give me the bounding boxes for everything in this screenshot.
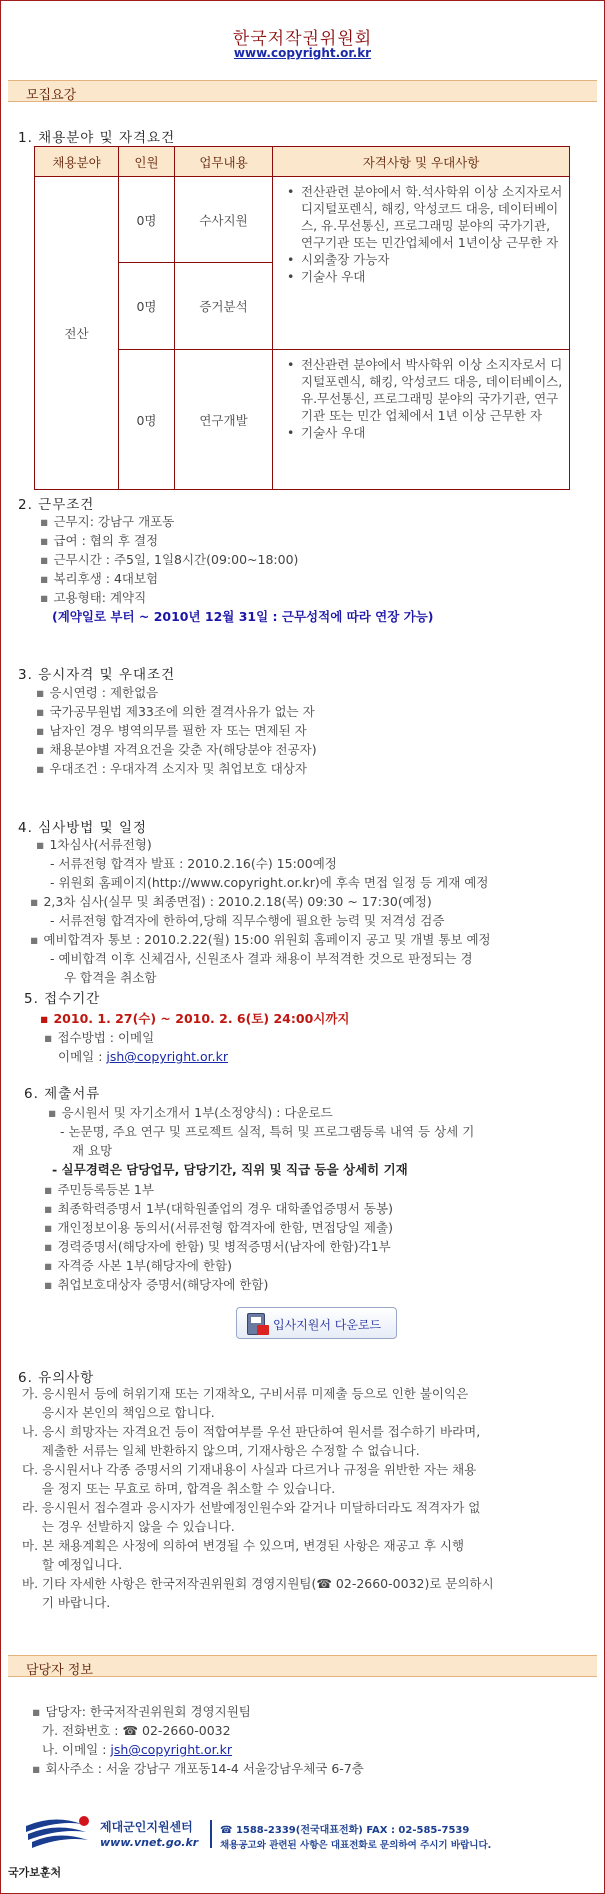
list-item: • 전산관련 분야에서 박사학위 이상 소지자로서 디지털포렌식, 해킹, 악성코드 대응, 데이터베이스, 유.무선통신, 프로그래밍 분야의 국가기관, 연구기관 또는 민간 업체에서 1년 이상 근무한 자 — [287, 356, 563, 424]
recruit-section-bar — [8, 80, 597, 102]
list-item: • 전산관련 분야에서 학.석사학위 이상 소지자로서 디지털포렌식, 해킹, 악성코드 대응, 데이터베이스, 유.무선통신, 프로그래밍 분야의 국가기관, 연구기관 또는 민간업체에서 1년이상 근무한 자 — [287, 183, 563, 251]
receipt-period: ▪ 2010. 1. 27(수) ~ 2010. 2. 6(토) 24:00시까지 — [40, 1009, 350, 1027]
download-arrow-icon — [257, 1325, 269, 1335]
cell-qualification — [273, 350, 570, 490]
veterans-logo-icon — [24, 1812, 98, 1848]
org-name: 국가보훈처 — [8, 1866, 62, 1879]
list-item: ▪ 개인정보이용 동의서(서류전형 합격자에 한함, 면접당일 제출) — [44, 1218, 393, 1236]
list-item: 바. 기타 자세한 사항은 한국저작권위원회 경영지원팀(☎ 02-2660-0032)로 문의하시 — [22, 1576, 494, 1591]
contact-email-label: 나. 이메일 : — [42, 1742, 111, 1757]
list-item: 응시자 본인의 책임으로 합니다. — [22, 1405, 215, 1420]
list-item: ▪ 근무지: 강남구 개포동 — [40, 512, 174, 530]
th-task: 업무내용 — [175, 147, 273, 177]
list-item: 제출한 서류는 일체 반환하지 않으며, 기재사항은 수정할 수 없습니다. — [22, 1443, 420, 1458]
cell-count: 0명 — [119, 263, 175, 350]
list-item: ▪ 경력증명서(해당자에 한함) 및 병적증명서(남자에 한함)각1부 — [44, 1237, 391, 1255]
list-item: ▪ 우대조건 : 우대자격 소지자 및 취업보호 대상자 — [36, 759, 307, 777]
list-item: ▪ 응시원서 및 자기소개서 1부(소정양식) : 다운로드 — [48, 1103, 333, 1121]
list-item: ▪ 1차심사(서류전형) — [36, 835, 152, 853]
list-item: - 논문명, 주요 연구 및 프로젝트 실적, 특허 및 프로그램등록 내역 등 상세 기 — [60, 1124, 475, 1139]
contact-email-link[interactable]: jsh@copyright.or.kr — [110, 1742, 233, 1757]
receipt-method: ▪ 접수방법 : 이메일 — [44, 1028, 154, 1046]
sec3-heading: 3. 응시자격 및 우대조건 — [18, 667, 176, 683]
email-label: 이메일 : — [58, 1049, 107, 1064]
contact-section-title: 담당자 정보 — [26, 1663, 93, 1678]
list-item: 기 바랍니다. — [22, 1595, 111, 1610]
sec1-heading: 1. 채용분야 및 자격요건 — [18, 130, 176, 146]
cell-qualification — [273, 177, 570, 350]
list-item: ▪ 복리후생 : 4대보험 — [40, 569, 158, 587]
contact-address: ▪ 회사주소 : 서울 강남구 개포동14-4 서울강남우체국 6-7층 — [32, 1759, 364, 1777]
download-button-label: 입사지원서 다운로드 — [273, 1318, 382, 1332]
footer-phone-fax: ☎ 1588-2339(전국대표전화) FAX : 02-585-7539 — [220, 1825, 470, 1836]
list-item: 다. 응시원서나 각종 증명서의 기재내용이 사실과 다르거나 규정을 위반한 자는 채용 — [22, 1462, 477, 1477]
th-qualification: 자격사항 및 우대사항 — [273, 147, 570, 177]
list-item: • 기술사 우대 — [287, 268, 563, 285]
list-item: ▪ 취업보호대상자 증명서(해당자에 한함) — [44, 1275, 268, 1293]
list-item: - 예비합격 이후 신체검사, 신원조사 결과 채용이 부적격한 것으로 판정되는 경 — [50, 951, 473, 966]
list-item: ▪ 최종학력증명서 1부(대학원졸업의 경우 대학졸업증명서 동봉) — [44, 1199, 393, 1217]
list-item: • 시외출장 가능자 — [287, 251, 563, 268]
cell-task: 수사지원 — [175, 177, 273, 263]
list-item: ▪ 자격증 사본 1부(해당자에 한함) — [44, 1256, 232, 1274]
sec2-heading: 2. 근무조건 — [18, 497, 95, 513]
th-field: 채용분야 — [35, 147, 119, 177]
list-item: 나. 응시 희망자는 자격요건 등이 적합여부를 우선 판단하여 원서를 접수하기 바라며, — [22, 1424, 481, 1439]
cell-count: 0명 — [119, 350, 175, 490]
th-count: 인원 — [119, 147, 175, 177]
sec4-heading: 4. 심사방법 및 일정 — [18, 820, 148, 836]
cell-field: 전산 — [35, 177, 119, 490]
list-item: 우 합격을 취소함 — [64, 970, 157, 985]
list-item: 라. 응시원서 접수결과 응시자가 선발예정인원수와 같거나 미달하더라도 적격자가 없 — [22, 1500, 481, 1515]
footer-notice: 채용공고와 관련된 사항은 대표전화로 문의하여 주시기 바랍니다. — [220, 1840, 492, 1851]
site-url-link[interactable]: www.copyright.or.kr — [233, 46, 372, 60]
table-header-row — [35, 147, 570, 177]
list-item: ▪ 채용분야별 자격요건을 갖춘 자(해당분야 전공자) — [36, 740, 317, 758]
footer-divider — [210, 1820, 212, 1848]
cell-task: 증거분석 — [175, 263, 273, 350]
sec5-heading: 5. 접수기간 — [24, 991, 101, 1007]
list-item: • 기술사 우대 — [287, 424, 563, 441]
list-item: - 실무경력은 담당업무, 담당기간, 직위 및 직급 등을 상세히 기재 — [52, 1162, 408, 1177]
contact-phone: 가. 전화번호 : ☎ 02-2660-0032 — [42, 1723, 231, 1738]
list-item: ▪ 주민등록등본 1부 — [44, 1180, 154, 1198]
contract-note: (계약일로 부터 ~ 2010년 12월 31일 : 근무성적에 따라 연장 가능) — [52, 609, 434, 624]
cell-count: 0명 — [119, 177, 175, 263]
requirements-table — [34, 146, 570, 490]
list-item: 마. 본 채용계획은 사정에 의하여 변경될 수 있으며, 변경된 사항은 재공고 후 시행 — [22, 1538, 465, 1553]
list-item: ▪ 2,3차 심사(실무 및 최종면접) : 2010.2.18(목) 09:30 ~ 17:30(예정) — [30, 892, 432, 910]
list-item: ▪ 고용형태: 계약직 — [40, 588, 146, 606]
email-line — [58, 1047, 228, 1065]
list-item: 가. 응시원서 등에 허위기재 또는 기재착오, 구비서류 미제출 등으로 인한 불이익은 — [22, 1386, 469, 1401]
list-item: - 서류전형 합격자에 한하여,당해 직무수행에 필요한 능력 및 저격성 검증 — [50, 913, 445, 928]
email-link[interactable]: jsh@copyright.or.kr — [106, 1049, 228, 1064]
list-item: ▪ 응시연령 : 제한없음 — [36, 683, 158, 701]
page-title: 한국저작권위원회 — [232, 29, 373, 49]
cell-task: 연구개발 — [175, 350, 273, 490]
download-application-button[interactable] — [236, 1307, 397, 1339]
list-item: ▪ 근무시간 : 주5일, 1일8시간(09:00~18:00) — [40, 550, 298, 568]
contact-team: ▪ 담당자: 한국저작권위원회 경영지원팀 — [32, 1702, 251, 1720]
list-item: - 위원회 홈페이지(http://www.copyright.or.kr)에 후속 면접 일정 등 게재 예정 — [50, 875, 489, 890]
contact-section-bar — [8, 1655, 597, 1677]
list-item: 는 경우 선발하지 않을 수 있습니다. — [22, 1519, 235, 1534]
recruit-section-title: 모집요강 — [26, 88, 77, 103]
sec7-heading: 6. 유의사항 — [18, 1370, 95, 1386]
list-item: ▪ 급여 : 협의 후 결정 — [40, 531, 158, 549]
list-item: ▪ 예비합격자 통보 : 2010.2.22(월) 15:00 위원회 홈페이지 공고 및 개별 통보 예정 — [30, 930, 491, 948]
sec6-heading: 6. 제출서류 — [24, 1086, 101, 1102]
list-item: - 서류전형 합격자 발표 : 2010.2.16(수) 15:00예정 — [50, 856, 337, 871]
list-item: ▪ 국가공무원법 제33조에 의한 결격사유가 없는 자 — [36, 702, 315, 720]
list-item: ▪ 남자인 경우 병역의무를 필한 자 또는 면제된 자 — [36, 721, 307, 739]
table-row — [35, 177, 570, 263]
contact-email-line — [42, 1740, 232, 1758]
list-item: 재 요망 — [72, 1143, 113, 1158]
list-item: 할 예정입니다. — [22, 1557, 123, 1572]
center-name: 제대군인지원센터 — [100, 1820, 193, 1834]
list-item: 을 정지 또는 무효로 하며, 합격을 취소할 수 있습니다. — [22, 1481, 336, 1496]
center-url-link[interactable]: www.vnet.go.kr — [100, 1836, 199, 1849]
